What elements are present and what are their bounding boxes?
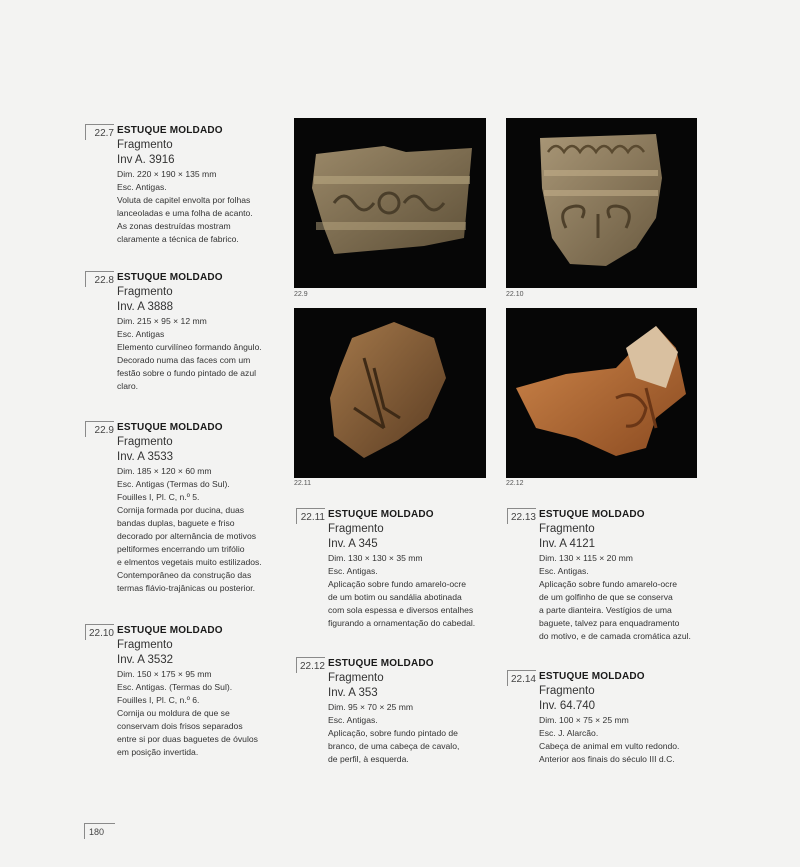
catalog-entry-22-14 bbox=[510, 670, 709, 766]
stucco-fragment-image bbox=[294, 308, 486, 478]
entry-excavation: Esc. Antigas bbox=[117, 329, 165, 339]
catalog-entry-22-7 bbox=[94, 124, 287, 246]
entry-number: 22.9 bbox=[85, 421, 114, 437]
entry-description: Aplicação sobre fundo amarelo-ocre de um golfinho de que se conserva a parte dianteira. Vestígios de uma baguete, talvez para enquadramento do motivo, e de camada cromática azul. bbox=[539, 579, 691, 641]
catalog-entry-22-12 bbox=[299, 657, 498, 766]
catalog-entry-22-10 bbox=[88, 624, 287, 759]
entry-dimensions: Dim. 220 × 190 × 135 mm bbox=[117, 169, 217, 179]
entry-excavation: Esc. Antigas. bbox=[117, 182, 167, 192]
entry-dimensions: Dim. 130 × 130 × 35 mm bbox=[328, 553, 423, 563]
entry-excavation: Esc. Antigas (Termas do Sul). bbox=[117, 479, 230, 489]
entry-number: 22.14 bbox=[507, 670, 536, 686]
entry-title: ESTUQUE MOLDADO bbox=[117, 272, 223, 283]
entry-title: ESTUQUE MOLDADO bbox=[117, 625, 223, 636]
entry-inventory: Inv. 64.740 bbox=[539, 700, 596, 712]
entry-title: ESTUQUE MOLDADO bbox=[539, 671, 645, 682]
entry-number: 22.13 bbox=[507, 508, 536, 524]
entry-title: ESTUQUE MOLDADO bbox=[117, 125, 223, 136]
catalog-entry-22-8 bbox=[94, 271, 287, 393]
entry-number: 22.11 bbox=[296, 508, 325, 524]
entry-dimensions: Dim. 130 × 115 × 20 mm bbox=[539, 553, 633, 563]
entry-description: Elemento curvilíneo formando ângulo. Decorado numa das faces com um festão sobre o fundo pintado de azul claro. bbox=[117, 342, 262, 391]
entry-dimensions: Dim. 95 × 70 × 25 mm bbox=[328, 702, 414, 712]
entry-number: 22.12 bbox=[296, 657, 325, 673]
stucco-fragment-image bbox=[294, 118, 486, 288]
catalog-entry-22-13 bbox=[510, 508, 709, 643]
entry-description: Cabeça de animal em vulto redondo. Anterior aos finais do século III d.C. bbox=[539, 741, 680, 764]
entry-description: Voluta de capitel envolta por folhas lanceoladas e uma folha de acanto. As zonas destruídas mostram claramente a técnica de fabrico. bbox=[117, 195, 253, 244]
entry-type: Fragmento bbox=[117, 639, 173, 651]
entry-title: ESTUQUE MOLDADO bbox=[117, 422, 223, 433]
photo-caption: 22.10 bbox=[506, 291, 524, 298]
stucco-fragment-image bbox=[506, 118, 697, 288]
photo-caption: 22.11 bbox=[294, 480, 311, 487]
entry-inventory: Inv. A 4121 bbox=[539, 538, 596, 550]
photo-22-9 bbox=[294, 118, 486, 288]
entry-dimensions: Dim. 100 × 75 × 25 mm bbox=[539, 715, 629, 725]
entry-excavation: Esc. Antigas. bbox=[539, 566, 589, 576]
entry-type: Fragmento bbox=[539, 523, 595, 535]
entry-number: 22.7 bbox=[85, 124, 114, 140]
photo-22-10 bbox=[506, 118, 697, 288]
entry-inventory: Inv. A 3532 bbox=[117, 654, 174, 666]
entry-description: Cornija formada por ducina, duas bandas duplas, baguete e friso decorado por alternância de motivos peltiformes encerrando um trifólio e elmentos vegetais muito estilizados. Contemporâneo da construção das termas flávio-trajânicas ou posterior. bbox=[117, 505, 262, 593]
stucco-fragment-image bbox=[506, 308, 697, 478]
photo-caption: 22.12 bbox=[506, 480, 524, 487]
entry-number: 22.10 bbox=[85, 624, 114, 640]
entry-reference: Fouilles I, Pl. C, n.º 5. bbox=[117, 492, 200, 502]
entry-type: Fragmento bbox=[117, 286, 173, 298]
entry-title: ESTUQUE MOLDADO bbox=[539, 509, 645, 520]
entry-type: Fragmento bbox=[328, 672, 384, 684]
entry-dimensions: Dim. 185 × 120 × 60 mm bbox=[117, 466, 212, 476]
entry-inventory: Inv A. 3916 bbox=[117, 154, 175, 166]
catalog-entry-22-9 bbox=[94, 421, 287, 595]
entry-description: Cornija ou moldura de que se conservam dois frisos separados entre si por duas baguetes de óvulos em posição invertida. bbox=[117, 708, 258, 757]
entry-inventory: Inv. A 3533 bbox=[117, 451, 174, 463]
entry-inventory: Inv. A 345 bbox=[328, 538, 378, 550]
entry-type: Fragmento bbox=[117, 436, 173, 448]
photo-22-11 bbox=[294, 308, 486, 478]
page-number: 180 bbox=[84, 823, 115, 839]
entry-type: Fragmento bbox=[539, 685, 595, 697]
entry-type: Fragmento bbox=[328, 523, 384, 535]
entry-title: ESTUQUE MOLDADO bbox=[328, 658, 434, 669]
entry-type: Fragmento bbox=[117, 139, 173, 151]
entry-inventory: Inv. A 3888 bbox=[117, 301, 174, 313]
catalog-entry-22-11 bbox=[300, 508, 498, 630]
entry-inventory: Inv. A 353 bbox=[328, 687, 378, 699]
photo-22-12 bbox=[506, 308, 697, 478]
entry-excavation: Esc. Antigas. (Termas do Sul). bbox=[117, 682, 233, 692]
entry-excavation: Esc. Antigas. bbox=[328, 566, 378, 576]
photo-caption: 22.9 bbox=[294, 291, 308, 298]
entry-description: Aplicação, sobre fundo pintado de branco, de uma cabeça de cavalo, de perfil, à esquerda. bbox=[328, 728, 460, 764]
entry-excavation: Esc. J. Alarcão. bbox=[539, 728, 599, 738]
entry-reference: Fouilles I, Pl. C, n.º 6. bbox=[117, 695, 200, 705]
entry-dimensions: Dim. 215 × 95 × 12 mm bbox=[117, 316, 207, 326]
entry-dimensions: Dim. 150 × 175 × 95 mm bbox=[117, 669, 212, 679]
entry-number: 22.8 bbox=[85, 271, 114, 287]
entry-description: Aplicação sobre fundo amarelo-ocre de um botim ou sandália abotinada com sola espessa e diversos entalhes figurando a ornamentação do cabedal. bbox=[328, 579, 476, 628]
entry-title: ESTUQUE MOLDADO bbox=[328, 509, 434, 520]
entry-excavation: Esc. Antigas. bbox=[328, 715, 378, 725]
